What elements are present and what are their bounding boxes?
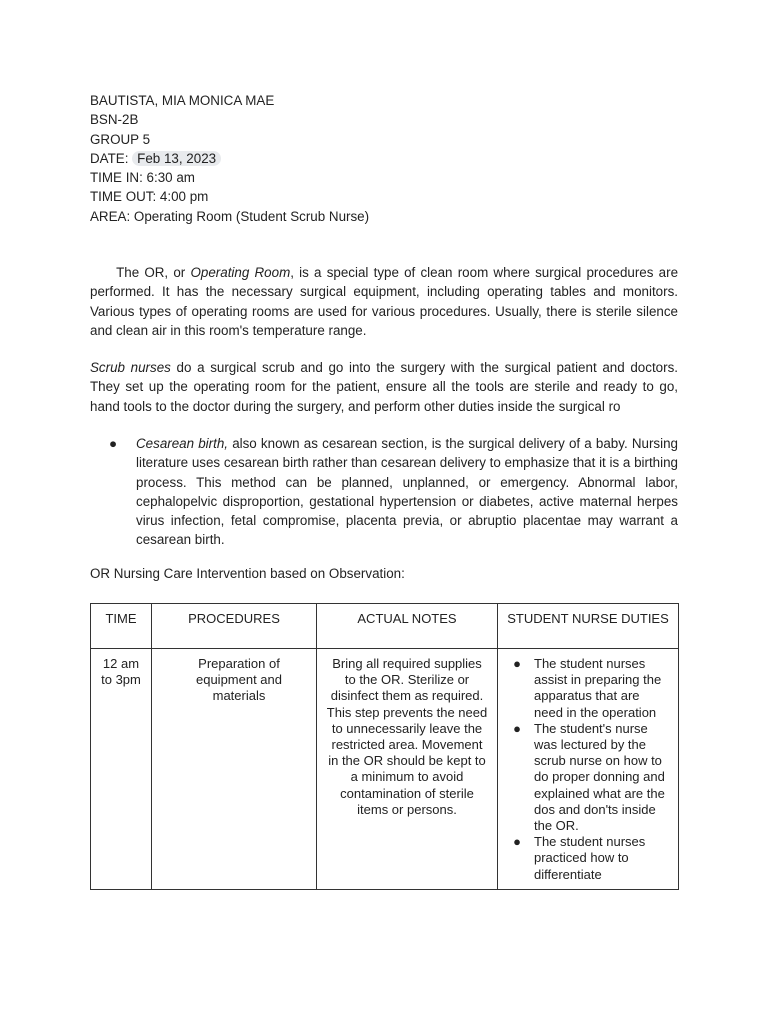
table-row bbox=[91, 649, 679, 890]
header-student-nurse-duties: STUDENT NURSE DUTIES bbox=[498, 604, 679, 649]
list-item: ● The student's nurse was lectured by the scrub nurse on how to do proper donning and explained what are the dos and don'ts inside the OR. bbox=[506, 721, 670, 834]
list-item: ● The student nurses practiced how to differentiate bbox=[506, 834, 670, 883]
cell-duties bbox=[498, 649, 679, 890]
operating-room-term: Operating Room bbox=[190, 265, 291, 280]
cesarean-birth-term: Cesarean birth, bbox=[136, 436, 229, 451]
scrub-nurse-paragraph: Scrub nurses do a surgical scrub and go into the surgery with the surgical patient and doctors. They set up the operating room for the patient, ensure all the tools are sterile and ready to go, hand tools to the doctor during the surgery, and perform other duties inside the surgical ro bbox=[90, 360, 678, 414]
cell-notes: Bring all required supplies to the OR. Sterilize or disinfect them as required. This step prevents the need to unnecessarily leave the restricted area. Movement in the OR should be kept to a minimum to avoid contamination of sterile items or persons. bbox=[317, 649, 498, 890]
area: AREA: Operating Room (Student Scrub Nurse) bbox=[90, 208, 370, 224]
cell-time: 12 am to 3pm bbox=[91, 649, 152, 890]
bullet-icon: ● bbox=[108, 436, 118, 451]
bullet-list bbox=[90, 434, 678, 550]
student-info bbox=[90, 91, 369, 226]
student-section: BSN-2B bbox=[90, 112, 139, 128]
list-item: ● Cesarean birth, also known as cesarean section, is the surgical delivery of a baby. Nursing literature uses cesarean birth rather than cesarean delivery to emphasize that it is a birthing process. This method can be planned, unplanned, or emergency. Abnormal labor, cephalopelvic disproportion, gestational hypertension or diabetes, active maternal herpes virus infection, fetal compromise, placenta previa, or abruptio placentae may warrant a cesarean birth. bbox=[90, 434, 678, 550]
header-procedures: PROCEDURES bbox=[152, 604, 317, 649]
date-chip[interactable]: Feb 13, 2023 bbox=[132, 151, 221, 166]
header-time: TIME bbox=[91, 604, 152, 649]
header-actual-notes: ACTUAL NOTES bbox=[317, 604, 498, 649]
bullet-icon: ● bbox=[513, 834, 521, 850]
date-line bbox=[90, 149, 369, 168]
time-in: TIME IN: 6:30 am bbox=[90, 170, 195, 186]
bullet-icon: ● bbox=[513, 720, 521, 736]
duties-list bbox=[506, 656, 670, 883]
time-out: TIME OUT: 4:00 pm bbox=[90, 189, 209, 205]
date-label: DATE: bbox=[90, 150, 133, 166]
scrub-nurses-term: Scrub nurses bbox=[90, 360, 171, 375]
cell-procedure: Preparation of equipment and materials bbox=[152, 649, 317, 890]
intro-paragraph: The OR, or Operating Room, is a special type of clean room where surgical procedures are performed. It has the necessary surgical equipment, including operating tables and monitors. Various types of operating rooms are used for various procedures. Usually, there is sterile silence and clean air in this room's temperature range. bbox=[90, 265, 679, 338]
student-name: BAUTISTA, MIA MONICA MAE bbox=[90, 93, 275, 108]
care-intervention-table bbox=[90, 603, 679, 890]
list-item: ● The student nurses assist in preparing the apparatus that are need in the operation bbox=[506, 656, 670, 721]
student-group: GROUP 5 bbox=[90, 131, 151, 147]
table-header-row bbox=[91, 604, 679, 649]
table-intro: OR Nursing Care Intervention based on Observation: bbox=[90, 566, 405, 581]
bullet-icon: ● bbox=[513, 656, 521, 671]
